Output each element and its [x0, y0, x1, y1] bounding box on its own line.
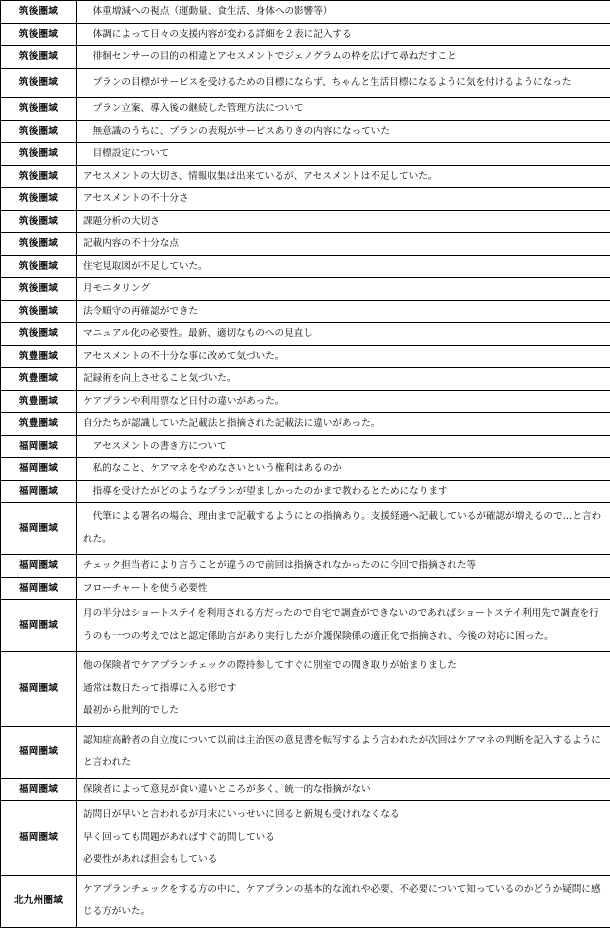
region-cell: 筑後圏域	[1, 300, 77, 323]
region-cell: 筑後圏域	[1, 46, 77, 69]
region-cell: 福岡圏域	[1, 503, 77, 555]
table-row	[1, 652, 610, 727]
comment-text: 徘徊センサーの目的の相違とアセスメントでジェノグラムの枠を広げて尋ねだすこと	[92, 51, 457, 62]
comment-text: ケアプランや利用票など日付の違いがあった。	[83, 395, 285, 407]
region-cell: 筑後圏域	[1, 23, 77, 46]
comment-text: 自分たちが認識していた記載法と指摘された記載法に違いがあった。	[83, 418, 381, 429]
region-cell: 筑後圏域	[1, 255, 77, 278]
comment-cell	[77, 68, 610, 98]
comment-cell	[77, 555, 610, 578]
table-row	[1, 1, 610, 24]
region-cell: 筑後圏域	[1, 278, 77, 301]
comment-cell	[77, 255, 610, 278]
comment-text: 記録術を向上させること気づいた。	[83, 373, 237, 384]
comment-text: マニュアル化の必要性。最新、適切なものへの見直し	[83, 328, 313, 339]
feedback-table-body	[1, 1, 610, 928]
comment-cell	[77, 120, 610, 143]
comment-text: アセスメントの書き方について	[92, 440, 227, 452]
comment-text: 訪問日が早いと言われるが月末にいっせいに回ると新規も受けれなくなる	[83, 809, 400, 820]
comment-text: アセスメントの不十分さ	[83, 193, 189, 204]
region-cell: 福岡圏域	[1, 435, 77, 458]
comment-text: 通常は数日たって指導に入る形です	[83, 682, 237, 694]
comment-text: 住宅見取図が不足していた。	[83, 260, 208, 272]
comment-cell	[77, 390, 610, 413]
comment-text: 目標設定について	[92, 148, 170, 159]
comment-text: 体調によって日々の支援内容が変わる詳細を２表に記入する	[92, 28, 352, 40]
comment-text: フローチャートを使う必要性	[83, 582, 208, 594]
table-row	[1, 300, 610, 323]
comment-cell	[77, 435, 610, 458]
region-cell: 筑後圏域	[1, 120, 77, 143]
comment-text: 必要性があれば担会もしている	[83, 854, 218, 865]
comment-cell	[77, 1, 610, 24]
region-cell: 筑後圏域	[1, 143, 77, 166]
comment-cell	[77, 210, 610, 233]
comment-cell	[77, 778, 610, 801]
table-row	[1, 188, 610, 211]
table-row	[1, 435, 610, 458]
comment-text: アセスメントの不十分な事に改めて気づいた。	[83, 350, 285, 362]
table-row	[1, 98, 610, 121]
region-cell: 福岡圏域	[1, 778, 77, 801]
comment-cell	[77, 875, 610, 927]
comment-text: 指導を受けたがどのようなプランが望ましかったのかまで教わるとためになります	[92, 485, 448, 497]
table-row	[1, 801, 610, 876]
comment-text: プランの目標がサービスを受けるための目標にならず、ちゃんと生活目標になるように気を付けるようになった	[92, 76, 572, 88]
table-row	[1, 345, 610, 368]
comment-cell	[77, 368, 610, 391]
comment-text: 代筆による署名の場合、理由まで記載するようにとの指摘あり。支援経過へ記載しているが確認が増えるので…と言われた。	[83, 511, 602, 545]
region-cell: 筑後圏域	[1, 233, 77, 256]
comment-cell	[77, 323, 610, 346]
comment-cell	[77, 23, 610, 46]
table-row	[1, 278, 610, 301]
table-row	[1, 413, 610, 436]
comment-cell	[77, 458, 610, 481]
table-row	[1, 165, 610, 188]
table-row	[1, 323, 610, 346]
comment-cell	[77, 503, 610, 555]
table-row	[1, 555, 610, 578]
comment-text: 月モニタリング	[83, 283, 150, 294]
table-row	[1, 23, 610, 46]
table-row	[1, 503, 610, 555]
comment-text: 課題分析の大切さ	[83, 215, 160, 227]
comment-text: チェック担当者により言うことが違うので前回は指摘されなかったのに今回で指摘された等	[83, 560, 477, 571]
comment-text: 最初から批判的でした	[83, 705, 179, 716]
table-row	[1, 875, 610, 927]
comment-text: 月の半分はショートステイを利用される方だったので自宅で調査ができないのであればショートステイ利用先で調査を行うのも一つの考えではと認定係助言があり実行したが介護保険係の適正化で指摘され、今後の対応に困った。	[83, 608, 599, 642]
region-cell: 筑後圏域	[1, 323, 77, 346]
comment-cell	[77, 165, 610, 188]
region-cell: 福岡圏域	[1, 726, 77, 778]
comment-cell	[77, 143, 610, 166]
region-cell: 筑豊圏域	[1, 413, 77, 436]
region-cell: 福岡圏域	[1, 480, 77, 503]
table-row	[1, 390, 610, 413]
table-row	[1, 143, 610, 166]
comment-cell	[77, 300, 610, 323]
region-cell: 筑後圏域	[1, 1, 77, 24]
table-row	[1, 210, 610, 233]
comment-text: 早く回っても問題があればすぐ訪問している	[83, 831, 275, 843]
table-row	[1, 726, 610, 778]
comment-cell	[77, 577, 610, 600]
region-cell: 筑後圏域	[1, 188, 77, 211]
comment-cell	[77, 413, 610, 436]
region-cell: 福岡圏域	[1, 600, 77, 652]
comment-cell	[77, 726, 610, 778]
region-cell: 筑後圏域	[1, 68, 77, 98]
table-row	[1, 255, 610, 278]
comment-text: 体重増減への視点（運動量、食生活、身体への影響等）	[92, 6, 333, 17]
comment-text: 保険者によって意見が食い違いところが多く、統一的な指摘がない	[83, 783, 371, 795]
table-row	[1, 233, 610, 256]
comment-text: 私的なこと、ケアマネをやめなさいという権利はあるのか	[92, 463, 343, 474]
region-cell: 筑豊圏域	[1, 390, 77, 413]
region-cell: 福岡圏域	[1, 577, 77, 600]
table-row	[1, 577, 610, 600]
comment-text: 無意識のうちに、プランの表現がサービスありきの内容になっていた	[92, 125, 390, 137]
comment-text: 認知症高齢者の自立度について以前は主治医の意見書を転写するよう言われたが次回はケアマネの判断を記入するようにと言われた	[83, 734, 601, 768]
table-row	[1, 46, 610, 69]
comment-cell	[77, 278, 610, 301]
region-cell: 福岡圏域	[1, 801, 77, 876]
region-cell: 筑豊圏域	[1, 368, 77, 391]
region-cell: 筑豊圏域	[1, 345, 77, 368]
comment-cell	[77, 188, 610, 211]
comment-text: プラン立案、導入後の継続した管理方法について	[92, 103, 304, 114]
region-cell: 筑後圏域	[1, 165, 77, 188]
comment-text: 法令順守の再確認ができた	[83, 305, 199, 317]
comment-text: 記載内容の不十分な点	[83, 238, 179, 249]
comment-text: アセスメントの大切さ、情報収集は出来ているが、アセスメントは不足していた。	[83, 170, 438, 182]
comment-cell	[77, 98, 610, 121]
region-cell: 筑後圏域	[1, 98, 77, 121]
region-cell: 北九州圏域	[1, 875, 77, 927]
region-cell: 福岡圏域	[1, 458, 77, 481]
comment-cell	[77, 46, 610, 69]
region-cell: 筑後圏域	[1, 210, 77, 233]
region-cell: 福岡圏域	[1, 652, 77, 727]
comment-text: 他の保険者でケアプランチェックの際持参してすぐに別室での聞き取りが始まりました	[83, 660, 457, 671]
comment-cell	[77, 600, 610, 652]
table-row	[1, 120, 610, 143]
comment-cell	[77, 652, 610, 727]
table-row	[1, 458, 610, 481]
comment-cell	[77, 480, 610, 503]
table-row	[1, 368, 610, 391]
table-row	[1, 480, 610, 503]
comment-text: ケアプランチェックをする方の中に、ケアプランの基本的な流れや必要、不必要について知っているのかどうか疑問に感じる方がいた。	[83, 883, 601, 917]
table-row	[1, 600, 610, 652]
comment-cell	[77, 345, 610, 368]
comment-cell	[77, 801, 610, 876]
region-cell: 福岡圏域	[1, 555, 77, 578]
table-row	[1, 778, 610, 801]
comment-cell	[77, 233, 610, 256]
table-row	[1, 68, 610, 98]
